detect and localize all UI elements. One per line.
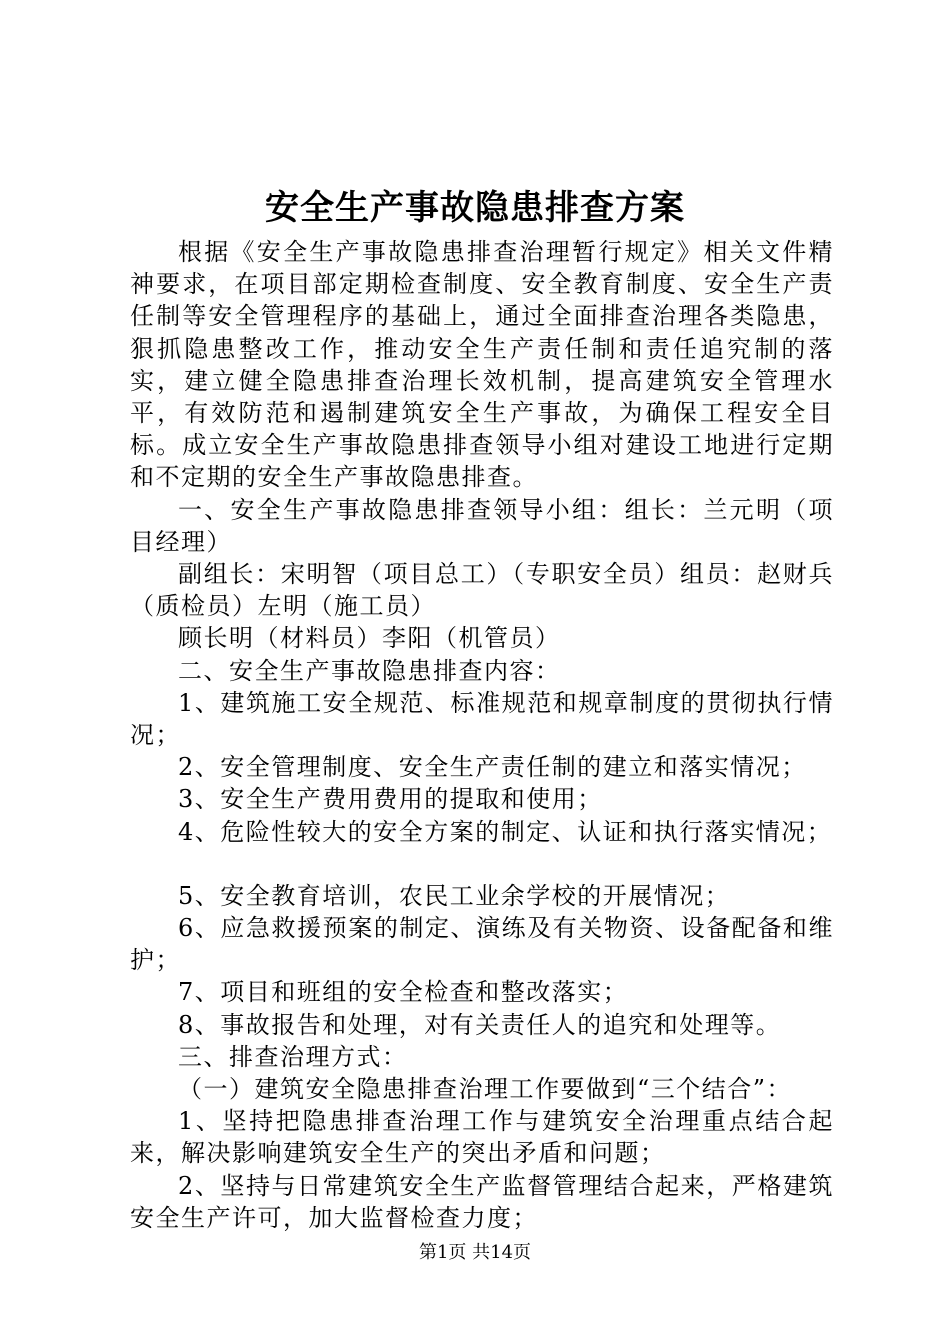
document-title: 安全生产事故隐患排查方案 xyxy=(265,188,685,228)
content-item-7: 7、项目和班组的安全检查和整改落实； xyxy=(178,978,629,1007)
content-item-4: 4、危险性较大的安全方案的制定、认证和执行落实情况； xyxy=(178,817,833,846)
section-heading-method: 三、排查治理方式： xyxy=(178,1042,408,1071)
content-item-5: 5、安全教育培训，农民工业余学校的开展情况； xyxy=(178,881,731,910)
content-item-3: 3、安全生产费用费用的提取和使用； xyxy=(178,785,603,814)
method-item-2: 2、坚持与日常建筑安全生产监督管理结合起来，严格建筑安全生产许可，加大监督检查力度； xyxy=(130,1171,834,1232)
document-body xyxy=(130,236,834,1234)
section-heading-content: 二、安全生产事故隐患排查内容： xyxy=(178,656,561,685)
page-footer: 第1页 共14页 xyxy=(418,1242,532,1263)
content-item-2: 2、安全管理制度、安全生产责任制的建立和落实情况； xyxy=(178,753,807,782)
leader-group-members: 顾长明（材料员）李阳（机管员） xyxy=(178,624,561,653)
method-item-1: 1、坚持把隐患排查治理工作与建筑安全治理重点结合起来，解决影响建筑安全生产的突出矛盾和问题； xyxy=(130,1107,834,1168)
leader-group-heading: 一、安全生产事故隐患排查领导小组：组长：兰元明（项目经理） xyxy=(130,495,834,556)
content-item-8: 8、事故报告和处理，对有关责任人的追究和处理等。 xyxy=(178,1010,782,1039)
method-subheading: （一）建筑安全隐患排查治理工作要做到“三个结合”： xyxy=(178,1075,793,1104)
content-item-1: 1、建筑施工安全规范、标准规范和规章制度的贯彻执行情况； xyxy=(130,688,834,750)
content-item-6: 6、应急救援预案的制定、演练及有关物资、设备配备和维护； xyxy=(130,914,834,975)
leader-group-deputy: 副组长：宋明智（项目总工）（专职安全员）组员：赵财兵（质检员）左明（施工员） xyxy=(130,560,834,621)
intro-paragraph: 根据《安全生产事故隐患排查治理暂行规定》相关文件精神要求，在项目部定期检查制度、安全教育制度、安全生产责任制等安全管理程序的基础上，通过全面排查治理各类隐患，狠抓隐患整改工作，推动安全生产责任制和责任追究制的落实，建立健全隐患排查治理长效机制，提高建筑安全管理水平，有效防范和遏制建筑安全生产事故，为确保工程安全目标。成立安全生产事故隐患排查领导小组对建设工地进行定期和不定期的安全生产事故隐患排查。 xyxy=(130,238,834,492)
